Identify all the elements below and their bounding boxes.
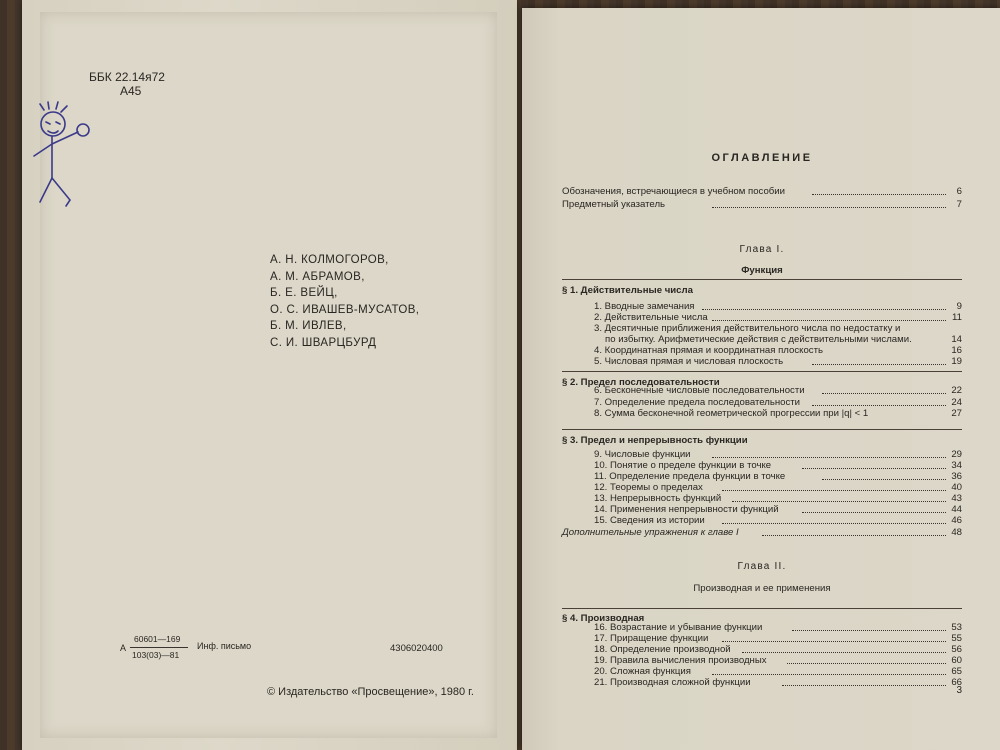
entry-title: 21. Производная сложной функции	[594, 677, 751, 688]
entry-title: 1. Вводные замечания	[594, 301, 695, 312]
page-number: 24	[951, 397, 962, 408]
page-number: 40	[951, 482, 962, 493]
entry-title: 11. Определение предела функции в точке	[594, 471, 786, 482]
entry-title: Дополнительные упражнения к главе I	[562, 527, 739, 538]
chapter-label: Глава II.	[737, 561, 787, 572]
author-name: А. М. АБРАМОВ,	[270, 270, 365, 283]
entry-title: 10. Понятие о пределе функции в точке	[594, 460, 772, 471]
dot-leader	[712, 206, 946, 208]
dot-leader	[712, 319, 946, 321]
toc-entry	[562, 515, 962, 527]
entry-title: 6. Бесконечные числовые последовательности	[594, 385, 805, 396]
dot-leader	[742, 651, 946, 653]
entry-title: 9. Числовые функции	[594, 449, 691, 460]
dot-leader	[787, 662, 946, 664]
page-number: 56	[951, 644, 962, 655]
chapter-label: Глава I.	[739, 244, 785, 255]
author-list	[270, 252, 419, 351]
section-title: § 1. Действительные числа	[562, 285, 693, 296]
page-number: 48	[951, 527, 962, 538]
entry-title: 8. Сумма бесконечной геометрической прогрессии при |q| < 1	[594, 408, 869, 419]
page-number: 11	[952, 312, 962, 323]
page-number: 65	[951, 666, 962, 677]
rule	[562, 371, 962, 372]
page-number: 19	[951, 356, 962, 367]
dot-leader	[822, 392, 946, 394]
page-number: 36	[951, 471, 962, 482]
entry-title: 12. Теоремы о пределах	[594, 482, 703, 493]
bbk-code: ББК 22.14я72	[89, 70, 165, 84]
page-number: 22	[951, 385, 962, 396]
page-number: 43	[951, 493, 962, 504]
entry-title: Обозначения, встречающиеся в учебном пособии	[562, 186, 785, 197]
toc-entry	[562, 356, 962, 368]
dot-leader	[712, 456, 946, 458]
page-number: 9	[956, 301, 962, 312]
right-page	[522, 8, 1000, 750]
author-mark: А45	[120, 84, 142, 98]
page-number: 16	[951, 345, 962, 356]
dot-leader	[802, 511, 946, 513]
left-page-paper	[40, 12, 497, 738]
dot-leader	[712, 673, 946, 675]
dot-leader	[822, 478, 946, 480]
page-number: 66	[951, 677, 962, 688]
page-number: 34	[951, 460, 962, 471]
toc-block	[522, 8, 1000, 750]
pub-note: Инф. письмо	[197, 641, 252, 651]
dot-leader	[812, 404, 946, 406]
pub-prefix: А	[120, 643, 127, 653]
toc-heading: ОГЛАВЛЕНИЕ	[711, 152, 813, 164]
left-page	[22, 0, 517, 750]
author-name: О. С. ИВАШЕВ-МУСАТОВ,	[270, 303, 420, 316]
entry-title: 13. Непрерывность функций	[594, 493, 722, 504]
dot-leader	[812, 363, 946, 365]
section-title: § 2. Предел последовательности	[562, 377, 720, 388]
page-number: 29	[951, 449, 962, 460]
dot-leader	[812, 193, 946, 195]
author-name: Б. Е. ВЕЙЦ,	[270, 287, 338, 299]
toc-entry	[562, 527, 962, 539]
dot-leader	[792, 629, 946, 631]
toc-content	[562, 8, 962, 750]
entry-title: 15. Сведения из истории	[594, 515, 705, 526]
dot-leader	[802, 467, 946, 469]
entry-title: 18. Определение производной	[594, 644, 731, 655]
page-footer-number: 3	[956, 685, 962, 696]
entry-title: 4. Координатная прямая и координатная плоскость	[594, 345, 823, 356]
dot-leader	[782, 684, 946, 686]
entry-title: по избытку. Арифметические действия с действительными числами.	[605, 334, 912, 345]
fraction-bar	[130, 647, 188, 648]
rule	[562, 608, 962, 609]
dot-leader	[762, 534, 946, 536]
chapter-title: Функция	[741, 265, 783, 276]
entry-title: 20. Сложная функция	[594, 666, 691, 677]
pub-numerator: 60601—169	[134, 634, 181, 644]
entry-title: 16. Возрастание и убывание функции	[594, 622, 763, 633]
page-number: 60	[951, 655, 962, 666]
rule	[562, 279, 962, 280]
page-number: 53	[951, 622, 962, 633]
isbn-code: 4306020400	[390, 643, 443, 654]
entry-title: 7. Определение предела последовательности	[594, 397, 801, 408]
toc-entry	[562, 199, 962, 211]
dot-leader	[722, 522, 946, 524]
page-number: 27	[951, 408, 962, 419]
author-name: С. И. ШВАРЦБУРД	[270, 336, 377, 349]
rule	[562, 429, 962, 430]
toc-entry	[562, 408, 962, 420]
entry-title: 5. Числовая прямая и числовая плоскость	[594, 356, 784, 367]
page-number: 7	[956, 199, 962, 210]
entry-title: 19. Правила вычисления производных	[594, 655, 767, 666]
toc-entry	[562, 186, 962, 198]
dot-leader	[702, 308, 946, 310]
page-number: 55	[951, 633, 962, 644]
toc-entry	[562, 385, 962, 397]
author-name: А. Н. КОЛМОГОРОВ,	[270, 254, 389, 266]
toc-entry	[562, 677, 962, 689]
page-number: 6	[956, 186, 962, 197]
section-title: § 3. Предел и непрерывность функции	[562, 435, 748, 446]
page-number: 46	[951, 515, 962, 526]
page-number: 14	[951, 334, 962, 345]
author-name: Б. М. ИВЛЕВ,	[270, 320, 347, 332]
page-number: 44	[951, 504, 962, 515]
stick-figure-doodle	[30, 100, 100, 220]
pub-denominator: 103(03)—81	[132, 650, 180, 660]
dot-leader	[732, 500, 946, 502]
dot-leader	[722, 640, 946, 642]
entry-title: 17. Приращение функции	[594, 633, 709, 644]
entry-title: 3. Десятичные приближения действительного числа по недостатку и	[594, 323, 901, 334]
entry-title: 14. Применения непрерывности функций	[594, 504, 779, 515]
section-title: § 4. Производная	[562, 613, 645, 624]
chapter-title: Производная и ее применения	[693, 583, 831, 594]
entry-title: 2. Действительные числа	[594, 312, 708, 323]
dot-leader	[722, 489, 946, 491]
entry-title: Предметный указатель	[562, 199, 666, 210]
copyright-line: © Издательство «Просвещение», 1980 г.	[267, 686, 474, 698]
